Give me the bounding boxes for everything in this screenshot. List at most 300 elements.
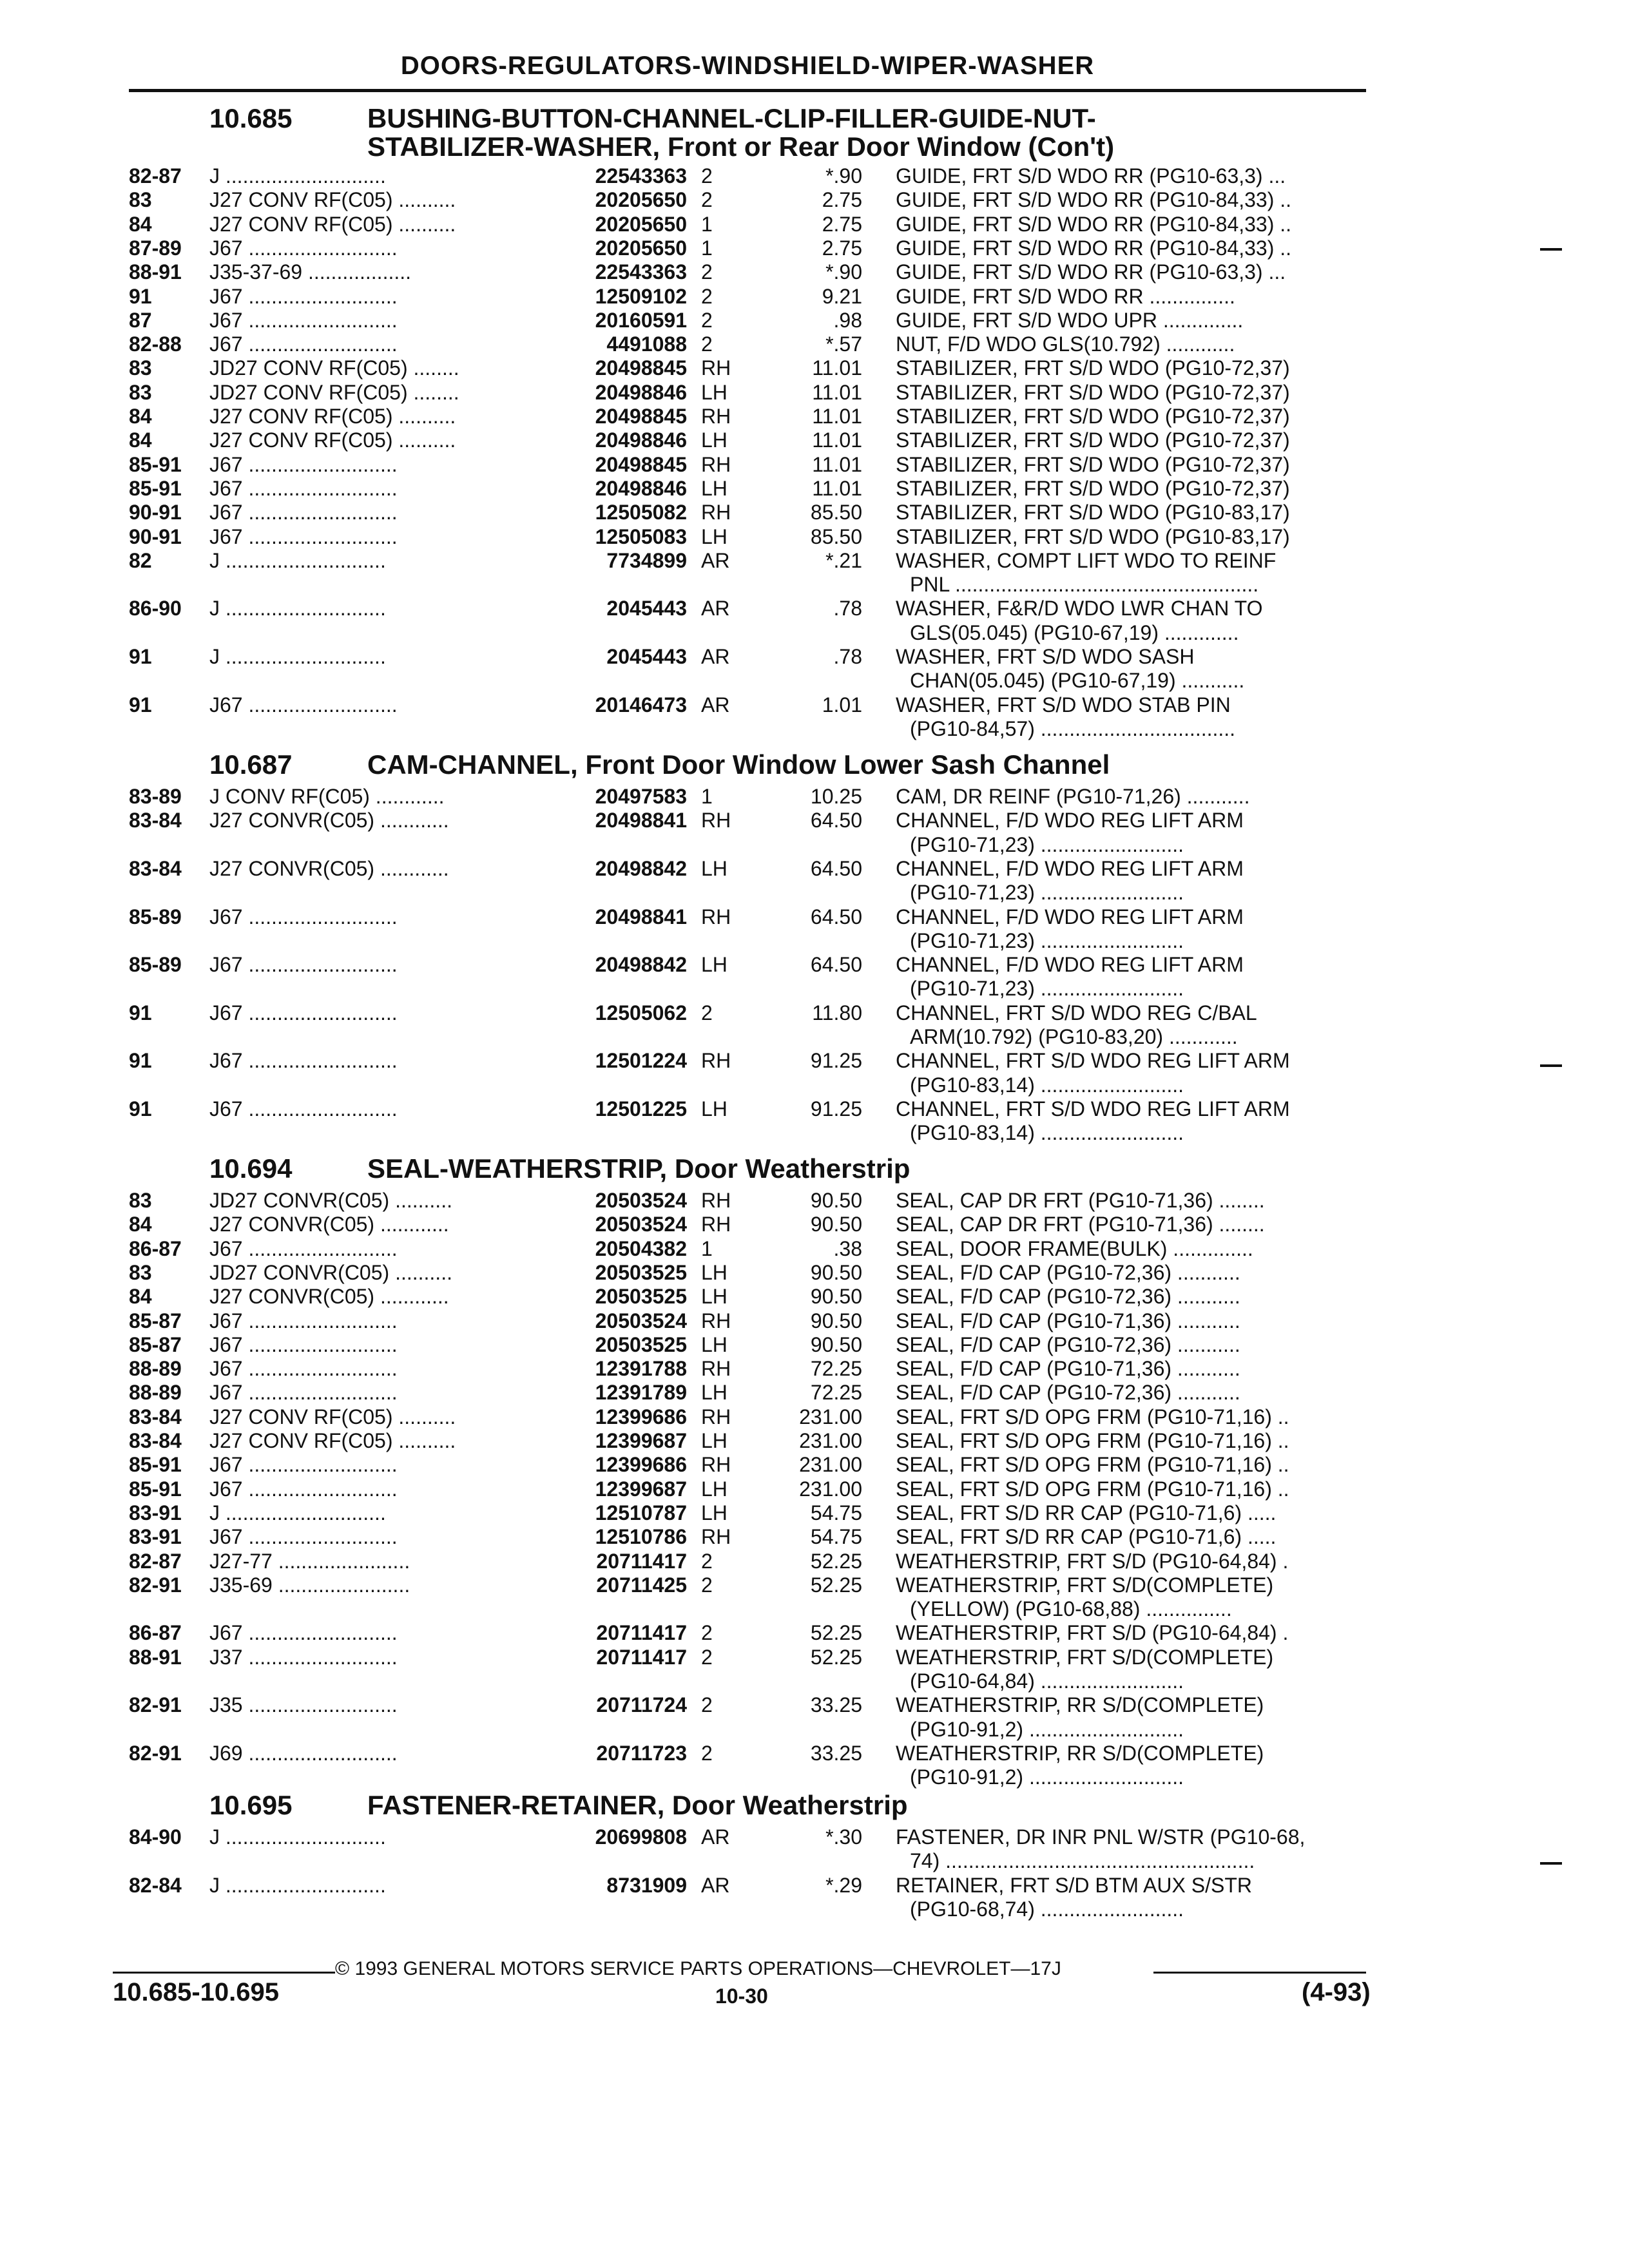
quantity: RH — [701, 1049, 731, 1073]
quantity: RH — [701, 405, 731, 428]
model-code: J67 .......................... — [209, 1001, 398, 1024]
price: 33.25 — [810, 1741, 862, 1765]
description: NUT, F/D WDO GLS(10.792) ............ — [896, 332, 1235, 356]
part-row — [0, 405, 1629, 428]
part-row — [0, 1237, 1629, 1261]
model-years: 86-87 — [129, 1621, 182, 1645]
model-code: J67 .......................... — [209, 953, 398, 977]
footer-rule-left — [113, 1972, 335, 1974]
quantity: RH — [701, 905, 731, 928]
part-number: 20205650 — [595, 212, 687, 236]
quantity: RH — [701, 1525, 731, 1549]
model-code: J27 CONVR(C05) ............ — [209, 1213, 449, 1236]
part-row — [0, 857, 1629, 881]
part-row-continuation — [0, 717, 1629, 741]
part-row — [0, 1477, 1629, 1501]
part-number: 20498842 — [595, 856, 687, 880]
part-number: 20498845 — [595, 405, 687, 428]
price: 54.75 — [810, 1501, 862, 1524]
description: STABILIZER, FRT S/D WDO (PG10-72,37) — [896, 452, 1290, 476]
model-code: J ............................ — [209, 1825, 386, 1849]
part-row-continuation — [0, 1597, 1629, 1621]
model-years: 82-91 — [129, 1741, 182, 1765]
price: 11.01 — [812, 356, 862, 380]
price: .98 — [833, 308, 862, 332]
price: 231.00 — [799, 1453, 862, 1477]
model-years: 91 — [129, 645, 152, 668]
price: 52.25 — [810, 1573, 862, 1597]
price: .78 — [833, 597, 862, 620]
model-code: J67 .......................... — [209, 1621, 398, 1645]
part-row — [0, 1693, 1629, 1717]
part-number: 20497583 — [595, 785, 687, 808]
part-number: 12501224 — [595, 1049, 687, 1073]
model-years: 83 — [129, 356, 152, 380]
model-years: 84 — [129, 212, 152, 236]
price: 64.50 — [810, 953, 862, 977]
price: 85.50 — [810, 524, 862, 548]
quantity: RH — [701, 1453, 731, 1477]
model-code: J ............................ — [209, 597, 386, 620]
description-continuation: (PG10-83,14) ......................... — [910, 1121, 1184, 1145]
part-row-continuation — [0, 669, 1629, 693]
description-continuation: (PG10-84,57) .................................. — [910, 716, 1236, 740]
description: CHANNEL, FRT S/D WDO REG LIFT ARM — [896, 1049, 1290, 1073]
model-years: 90-91 — [129, 501, 182, 524]
description: RETAINER, FRT S/D BTM AUX S/STR — [896, 1873, 1252, 1897]
quantity: AR — [701, 693, 730, 716]
description: GUIDE, FRT S/D WDO RR (PG10-63,3) ... — [896, 164, 1286, 187]
part-row — [0, 1097, 1629, 1121]
part-row — [0, 236, 1629, 260]
price: 91.25 — [810, 1049, 862, 1073]
part-row — [0, 1381, 1629, 1405]
part-number: 7734899 — [606, 548, 687, 572]
model-code: J67 .......................... — [209, 1332, 398, 1356]
description: CHANNEL, F/D WDO REG LIFT ARM — [896, 856, 1244, 880]
description: CHANNEL, F/D WDO REG LIFT ARM — [896, 905, 1244, 928]
description: SEAL, CAP DR FRT (PG10-71,36) ........ — [896, 1213, 1265, 1236]
quantity: 2 — [701, 1693, 713, 1717]
part-number: 20205650 — [595, 188, 687, 212]
quantity: 2 — [701, 1621, 713, 1645]
description: STABILIZER, FRT S/D WDO (PG10-72,37) — [896, 380, 1290, 404]
description: STABILIZER, FRT S/D WDO (PG10-72,37) — [896, 405, 1290, 428]
part-row — [0, 356, 1629, 380]
price: *.57 — [825, 332, 862, 356]
section-title-line — [367, 1153, 910, 1184]
description: GUIDE, FRT S/D WDO RR (PG10-84,33) .. — [896, 188, 1292, 212]
part-number: 12510787 — [595, 1501, 687, 1524]
section-number: 10.687 — [209, 749, 293, 780]
model-years: 82-88 — [129, 332, 182, 356]
model-years: 91 — [129, 284, 152, 308]
quantity: 2 — [701, 188, 713, 212]
price: 52.25 — [810, 1645, 862, 1669]
price: 2.75 — [822, 188, 862, 212]
price: 64.50 — [810, 856, 862, 880]
price: 90.50 — [810, 1285, 862, 1309]
part-row — [0, 905, 1629, 929]
part-number: 20498845 — [595, 356, 687, 380]
quantity: LH — [701, 856, 728, 880]
part-row — [0, 1309, 1629, 1333]
part-row — [0, 260, 1629, 284]
model-years: 83-89 — [129, 785, 182, 808]
model-years: 91 — [129, 693, 152, 716]
part-row — [0, 1525, 1629, 1549]
price: .38 — [833, 1236, 862, 1260]
quantity: 2 — [701, 1549, 713, 1573]
quantity: LH — [701, 1501, 728, 1524]
part-number: 12501225 — [595, 1097, 687, 1120]
model-code: J27 CONV RF(C05) .......... — [209, 1405, 456, 1428]
price: *.90 — [825, 164, 862, 187]
model-code: J27 CONV RF(C05) .......... — [209, 428, 456, 452]
section-title: SEAL-WEATHERSTRIP, — [367, 1153, 668, 1184]
model-years: 85-91 — [129, 452, 182, 476]
description: STABILIZER, FRT S/D WDO (PG10-72,37) — [896, 428, 1290, 452]
model-code: J67 .......................... — [209, 524, 398, 548]
part-number: 20205650 — [595, 236, 687, 260]
price: 85.50 — [810, 501, 862, 524]
section-subtitle: Front or Rear Door Window — [667, 131, 1021, 162]
model-code: J67 .......................... — [209, 476, 398, 500]
price: *.21 — [825, 548, 862, 572]
part-number: 20711417 — [596, 1621, 687, 1645]
description: GUIDE, FRT S/D WDO UPR .............. — [896, 308, 1244, 332]
section-number: 10.685 — [209, 103, 293, 133]
description-continuation: 74) ...................................................... — [910, 1849, 1255, 1873]
description: WEATHERSTRIP, RR S/D(COMPLETE) — [896, 1693, 1264, 1717]
part-row — [0, 1646, 1629, 1669]
description: WEATHERSTRIP, FRT S/D (PG10-64,84) . — [896, 1621, 1289, 1645]
model-code: J ............................ — [209, 548, 386, 572]
description: SEAL, FRT S/D OPG FRM (PG10-71,16) .. — [896, 1477, 1289, 1501]
price: 1.01 — [822, 693, 862, 716]
part-number: 12399687 — [595, 1429, 687, 1452]
price: *.30 — [825, 1825, 862, 1849]
quantity: LH — [701, 476, 728, 500]
quantity: LH — [701, 524, 728, 548]
description: SEAL, F/D CAP (PG10-72,36) ........... — [896, 1332, 1240, 1356]
quantity: LH — [701, 1477, 728, 1501]
model-code: J27 CONVR(C05) ............ — [209, 856, 449, 880]
part-number: 20503524 — [595, 1309, 687, 1332]
model-code: J35-37-69 .................. — [209, 260, 412, 284]
price: 33.25 — [810, 1693, 862, 1717]
model-years: 88-91 — [129, 1645, 182, 1669]
description-continuation: GLS(05.045) (PG10-67,19) ............. — [910, 620, 1239, 644]
section-title: FASTENER-RETAINER, — [367, 1790, 665, 1820]
model-code: J67 .......................... — [209, 1309, 398, 1332]
copyright-note: © 1993 GENERAL MOTORS SERVICE PARTS OPERATIONS—CHEVROLET—17J — [335, 1958, 1061, 1979]
section-title-cont: STABILIZER-WASHER, — [367, 131, 660, 162]
quantity: AR — [701, 1825, 730, 1849]
model-code: J27 CONV RF(C05) .......... — [209, 405, 456, 428]
margin-mark — [1540, 248, 1562, 251]
section-number: 10.695 — [209, 1790, 293, 1820]
part-row — [0, 645, 1629, 669]
description: STABILIZER, FRT S/D WDO (PG10-83,17) — [896, 524, 1290, 548]
description: GUIDE, FRT S/D WDO RR (PG10-63,3) ... — [896, 260, 1286, 284]
quantity: 2 — [701, 308, 713, 332]
price: 11.01 — [812, 428, 862, 452]
price: 11.80 — [812, 1001, 862, 1024]
price: 9.21 — [822, 284, 862, 308]
description-continuation: (PG10-91,2) ........................... — [910, 1765, 1184, 1789]
quantity: 1 — [701, 236, 713, 260]
part-number: 20503525 — [595, 1260, 687, 1284]
model-years: 83 — [129, 1260, 152, 1284]
quantity: LH — [701, 1429, 728, 1452]
quantity: 2 — [701, 1645, 713, 1669]
part-number: 20498846 — [595, 380, 687, 404]
model-years: 83 — [129, 1189, 152, 1212]
model-years: 83 — [129, 380, 152, 404]
description: SEAL, FRT S/D RR CAP (PG10-71,6) ..... — [896, 1525, 1277, 1549]
model-years: 84 — [129, 1285, 152, 1309]
model-years: 83-84 — [129, 1405, 182, 1428]
model-code: J67 .......................... — [209, 1381, 398, 1405]
model-years: 84 — [129, 1213, 152, 1236]
description-continuation: CHAN(05.045) (PG10-67,19) ........... — [910, 669, 1245, 693]
model-code: JD27 CONVR(C05) .......... — [209, 1189, 452, 1212]
part-row — [0, 1429, 1629, 1453]
section-title: BUSHING-BUTTON-CHANNEL-CLIP-FILLER-GUIDE-NUT- — [367, 103, 1096, 133]
description: STABILIZER, FRT S/D WDO (PG10-72,37) — [896, 476, 1290, 500]
quantity: LH — [701, 428, 728, 452]
model-code: JD27 CONV RF(C05) ........ — [209, 356, 459, 380]
description: WEATHERSTRIP, FRT S/D (PG10-64,84) . — [896, 1549, 1289, 1573]
description: WEATHERSTRIP, RR S/D(COMPLETE) — [896, 1741, 1264, 1765]
part-row — [0, 188, 1629, 212]
model-code: J27 CONVR(C05) ............ — [209, 809, 449, 832]
description: SEAL, F/D CAP (PG10-72,36) ........... — [896, 1260, 1240, 1284]
price: 72.25 — [810, 1357, 862, 1381]
model-years: 82-87 — [129, 1549, 182, 1573]
part-row-continuation — [0, 1669, 1629, 1693]
model-code: J67 .......................... — [209, 452, 398, 476]
part-row-continuation — [0, 881, 1629, 905]
model-years: 91 — [129, 1001, 152, 1024]
part-number: 2045443 — [606, 645, 687, 668]
section-subtitle: Front Door Window Lower Sash Channel — [585, 749, 1110, 780]
part-row — [0, 693, 1629, 717]
price: 64.50 — [810, 905, 862, 928]
description: CHANNEL, FRT S/D WDO REG LIFT ARM — [896, 1097, 1290, 1120]
description-continuation: (PG10-64,84) ......................... — [910, 1669, 1184, 1693]
part-number: 12391789 — [595, 1381, 687, 1405]
model-code: J69 .......................... — [209, 1741, 398, 1765]
description-continuation: PNL ..................................................... — [910, 573, 1259, 597]
part-row — [0, 1550, 1629, 1573]
quantity: AR — [701, 1873, 730, 1897]
description-continuation: (YELLOW) (PG10-68,88) ............... — [910, 1597, 1232, 1621]
part-number: 20498842 — [595, 953, 687, 977]
model-code: J CONV RF(C05) ............ — [209, 785, 445, 808]
model-years: 85-89 — [129, 953, 182, 977]
part-number: 2045443 — [606, 597, 687, 620]
description-continuation: (PG10-71,23) ......................... — [910, 832, 1184, 856]
model-code: J67 .......................... — [209, 332, 398, 356]
part-row-continuation — [0, 621, 1629, 645]
part-row — [0, 1573, 1629, 1597]
quantity: AR — [701, 597, 730, 620]
description: STABILIZER, FRT S/D WDO (PG10-72,37) — [896, 356, 1290, 380]
section-title-line — [367, 749, 1110, 780]
part-row — [0, 1501, 1629, 1525]
part-row-continuation — [0, 1765, 1629, 1789]
quantity: RH — [701, 1357, 731, 1381]
price: 11.01 — [812, 380, 862, 404]
part-row — [0, 428, 1629, 452]
model-code: J67 .......................... — [209, 1357, 398, 1381]
model-years: 90-91 — [129, 524, 182, 548]
part-row — [0, 1189, 1629, 1213]
quantity: LH — [701, 1381, 728, 1405]
model-years: 85-89 — [129, 905, 182, 928]
margin-mark — [1540, 1064, 1562, 1067]
model-code: J ............................ — [209, 1873, 386, 1897]
part-row-continuation — [0, 1849, 1629, 1873]
description: WASHER, F&R/D WDO LWR CHAN TO — [896, 597, 1263, 620]
model-years: 84 — [129, 428, 152, 452]
quantity: RH — [701, 1189, 731, 1212]
model-code: J67 .......................... — [209, 1453, 398, 1477]
quantity: 2 — [701, 1573, 713, 1597]
model-years: 82 — [129, 548, 152, 572]
description: GUIDE, FRT S/D WDO RR ............... — [896, 284, 1235, 308]
description: WEATHERSTRIP, FRT S/D(COMPLETE) — [896, 1573, 1274, 1597]
part-number: 20498845 — [595, 452, 687, 476]
part-row-continuation — [0, 573, 1629, 597]
description: STABILIZER, FRT S/D WDO (PG10-83,17) — [896, 501, 1290, 524]
model-years: 87 — [129, 308, 152, 332]
price: 72.25 — [810, 1381, 862, 1405]
footer-range: 10.685-10.695 — [113, 1978, 280, 2006]
model-code: J67 .......................... — [209, 284, 398, 308]
part-number: 12510786 — [595, 1525, 687, 1549]
description: GUIDE, FRT S/D WDO RR (PG10-84,33) .. — [896, 236, 1292, 260]
model-code: J27 CONV RF(C05) .......... — [209, 188, 456, 212]
part-row-continuation — [0, 929, 1629, 953]
quantity: LH — [701, 953, 728, 977]
quantity: 1 — [701, 785, 713, 808]
model-years: 85-87 — [129, 1309, 182, 1332]
part-row — [0, 1405, 1629, 1429]
part-row-continuation — [0, 1898, 1629, 1921]
model-years: 83-91 — [129, 1525, 182, 1549]
quantity: RH — [701, 1405, 731, 1428]
model-years: 88-89 — [129, 1357, 182, 1381]
model-years: 83-84 — [129, 856, 182, 880]
part-number: 12399687 — [595, 1477, 687, 1501]
margin-mark — [1540, 1862, 1562, 1865]
description: SEAL, F/D CAP (PG10-72,36) ........... — [896, 1381, 1240, 1405]
model-code: J67 .......................... — [209, 308, 398, 332]
model-code: J ............................ — [209, 645, 386, 668]
price: 11.01 — [812, 452, 862, 476]
part-row — [0, 309, 1629, 332]
model-years: 91 — [129, 1049, 152, 1073]
model-code: J27-77 ....................... — [209, 1549, 410, 1573]
part-row — [0, 213, 1629, 236]
price: *.90 — [825, 260, 862, 284]
part-row — [0, 1742, 1629, 1765]
part-row — [0, 1333, 1629, 1357]
part-number: 12505062 — [595, 1001, 687, 1024]
continued-label: (Con't) — [1028, 131, 1115, 162]
price: 52.25 — [810, 1621, 862, 1645]
model-code: J37 .......................... — [209, 1645, 398, 1669]
part-row — [0, 1453, 1629, 1477]
section-title-line2 — [367, 131, 1114, 162]
description: SEAL, FRT S/D OPG FRM (PG10-71,16) .. — [896, 1405, 1289, 1428]
part-number: 8731909 — [606, 1873, 687, 1897]
header-rule — [129, 89, 1366, 92]
model-code: J67 .......................... — [209, 1049, 398, 1073]
part-number: 20160591 — [595, 308, 687, 332]
quantity: 2 — [701, 332, 713, 356]
model-code: J67 .......................... — [209, 693, 398, 716]
description-continuation: (PG10-83,14) ......................... — [910, 1073, 1184, 1097]
model-code: J27 CONVR(C05) ............ — [209, 1285, 449, 1309]
model-code: J27 CONV RF(C05) .......... — [209, 212, 456, 236]
part-row — [0, 1825, 1629, 1849]
price: 90.50 — [810, 1189, 862, 1212]
description: SEAL, FRT S/D OPG FRM (PG10-71,16) .. — [896, 1453, 1289, 1477]
model-years: 86-87 — [129, 1236, 182, 1260]
part-number: 12509102 — [595, 284, 687, 308]
price: 2.75 — [822, 236, 862, 260]
quantity: LH — [701, 1332, 728, 1356]
price: 90.50 — [810, 1332, 862, 1356]
part-number: 22543363 — [595, 260, 687, 284]
description-continuation: ARM(10.792) (PG10-83,20) ............ — [910, 1025, 1238, 1048]
part-number: 12505082 — [595, 501, 687, 524]
price: 54.75 — [810, 1525, 862, 1549]
part-row-continuation — [0, 1121, 1629, 1145]
description: SEAL, FRT S/D OPG FRM (PG10-71,16) .. — [896, 1429, 1289, 1452]
quantity: 1 — [701, 1236, 713, 1260]
model-years: 85-91 — [129, 1477, 182, 1501]
model-years: 88-89 — [129, 1381, 182, 1405]
description: GUIDE, FRT S/D WDO RR (PG10-84,33) .. — [896, 212, 1292, 236]
part-number: 20498846 — [595, 428, 687, 452]
description-continuation: (PG10-71,23) ......................... — [910, 928, 1184, 952]
quantity: RH — [701, 1213, 731, 1236]
price: 91.25 — [810, 1097, 862, 1120]
model-years: 83-91 — [129, 1501, 182, 1524]
model-code: J67 .......................... — [209, 1097, 398, 1120]
quantity: RH — [701, 809, 731, 832]
section-subtitle: Door Weatherstrip — [671, 1790, 908, 1820]
model-years: 85-91 — [129, 1453, 182, 1477]
description: SEAL, F/D CAP (PG10-71,36) ........... — [896, 1309, 1240, 1332]
part-row — [0, 1261, 1629, 1285]
part-number: 20503525 — [595, 1332, 687, 1356]
section-title-line — [367, 1790, 908, 1821]
description-continuation: (PG10-91,2) ........................... — [910, 1717, 1184, 1741]
part-number: 12399686 — [595, 1453, 687, 1477]
model-years: 85-91 — [129, 476, 182, 500]
part-number: 20711417 — [596, 1645, 687, 1669]
price: 231.00 — [799, 1477, 862, 1501]
footer-rule-right — [1153, 1972, 1366, 1974]
part-number: 20711425 — [596, 1573, 687, 1597]
price: 90.50 — [810, 1213, 862, 1236]
